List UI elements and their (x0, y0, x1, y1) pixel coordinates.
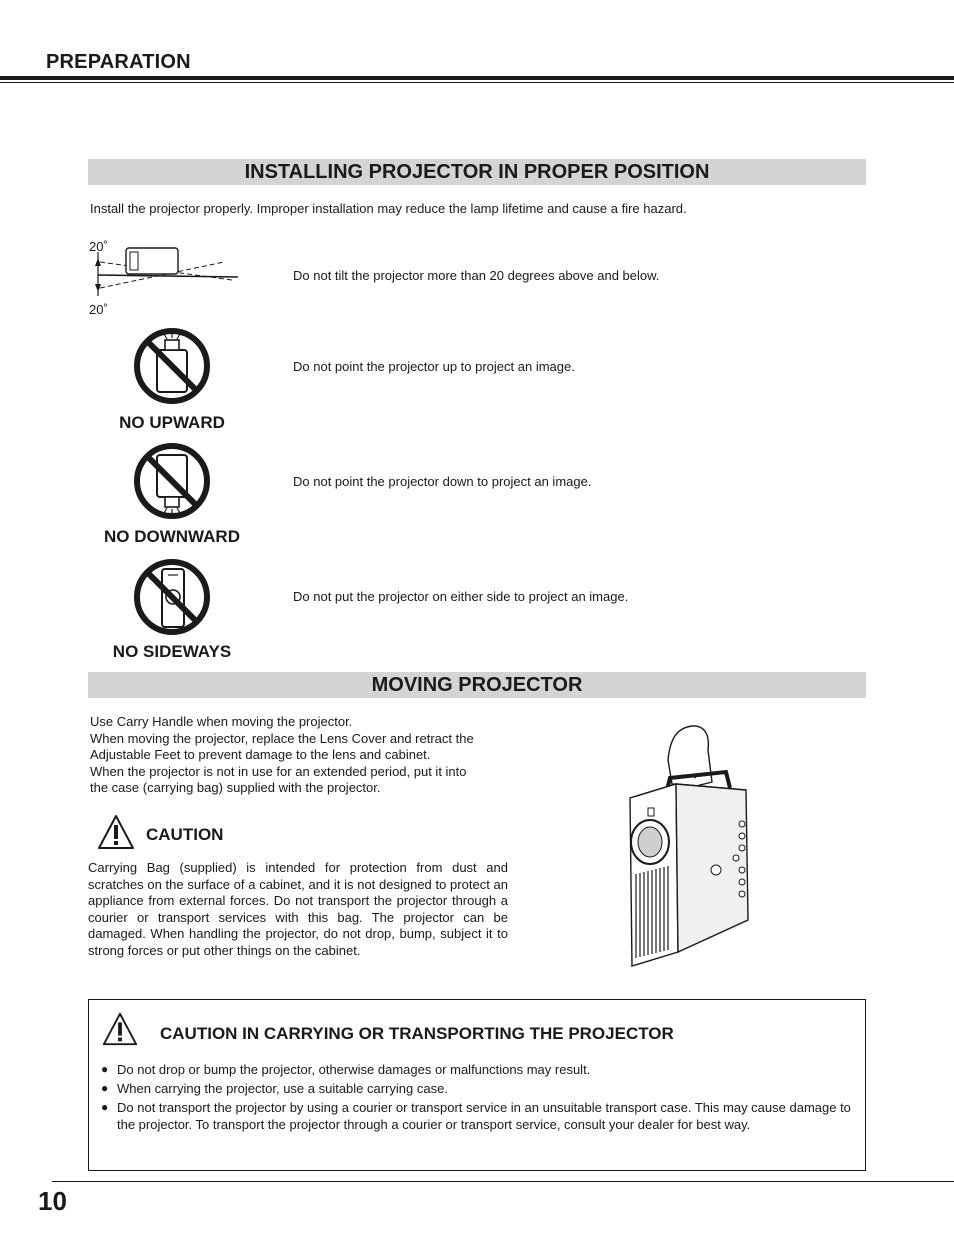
no-upward-text: Do not point the projector up to project an image. (293, 359, 575, 374)
no-downward-label: NO DOWNWARD (104, 527, 240, 546)
list-item-text: When carrying the projector, use a suitable carrying case. (117, 1081, 448, 1096)
bullet-icon: ● (101, 1062, 109, 1076)
moving-section-heading: MOVING PROJECTOR (88, 672, 866, 698)
install-intro: Install the projector properly. Improper installation may reduce the lamp lifetime and cause a fire hazard. (90, 201, 687, 216)
moving-paragraph (90, 714, 510, 797)
no-sideways-label: NO SIDEWAYS (112, 642, 232, 661)
install-section-heading: INSTALLING PROJECTOR IN PROPER POSITION (88, 159, 866, 185)
no-downward-text: Do not point the projector down to project an image. (293, 474, 592, 489)
header-rule-thick (0, 76, 954, 80)
section-title: PREPARATION (46, 51, 191, 73)
moving-line: Use Carry Handle when moving the projector. (90, 714, 353, 729)
tilt-diagram (92, 244, 242, 300)
moving-line: When moving the projector, replace the Lens Cover and retract the (90, 730, 474, 746)
transport-bullet-list (101, 1061, 855, 1133)
bullet-icon: ● (101, 1100, 109, 1114)
warning-icon (101, 1010, 139, 1048)
no-sideways-icon (132, 557, 212, 637)
header-rule-thin (0, 82, 954, 83)
bullet-icon: ● (101, 1081, 109, 1095)
no-sideways-text: Do not put the projector on either side to project an image. (293, 589, 629, 604)
tilt-instruction: Do not tilt the projector more than 20 degrees above and below. (293, 268, 660, 283)
list-item (101, 1061, 855, 1078)
transport-caution-title: CAUTION IN CARRYING OR TRANSPORTING THE PROJECTOR (160, 1024, 674, 1043)
caution-title: CAUTION (146, 825, 224, 844)
projector-carry-illustration (600, 720, 770, 975)
page-number: 10 (38, 1186, 67, 1216)
moving-line: the case (carrying bag) supplied with the projector. (90, 780, 381, 795)
tilt-degree-top: 20˚ (89, 239, 108, 254)
footer-rule (52, 1181, 954, 1182)
caution-text: Carrying Bag (supplied) is intended for protection from dust and scratches on the surface of a cabinet, and it is not designed to protect an appliance from external forces. Do not transport the projector through a courier or transport services with this bag. The projector can be damaged. When handling the projector, do not drop, bump, subject it to strong forces or put other things on the cabinet. (88, 860, 508, 958)
warning-icon (96, 813, 136, 851)
moving-line: Adjustable Feet to prevent damage to the lens and cabinet. (90, 747, 431, 762)
no-upward-label: NO UPWARD (119, 413, 225, 432)
no-upward-icon (132, 326, 212, 406)
tilt-degree-bottom: 20˚ (89, 302, 108, 317)
list-item-text: Do not transport the projector by using a courier or transport service in an unsuitable transport case. This may cause damage to the projector. To transport the projector through a courier or transport service, consult your dealer for best way. (117, 1100, 851, 1132)
list-item (101, 1099, 855, 1133)
list-item-text: Do not drop or bump the projector, otherwise damages or malfunctions may result. (117, 1062, 591, 1077)
no-downward-icon (132, 441, 212, 521)
moving-line: When the projector is not in use for an extended period, put it into (90, 763, 467, 779)
list-item (101, 1080, 855, 1097)
transport-caution-box (88, 999, 866, 1171)
